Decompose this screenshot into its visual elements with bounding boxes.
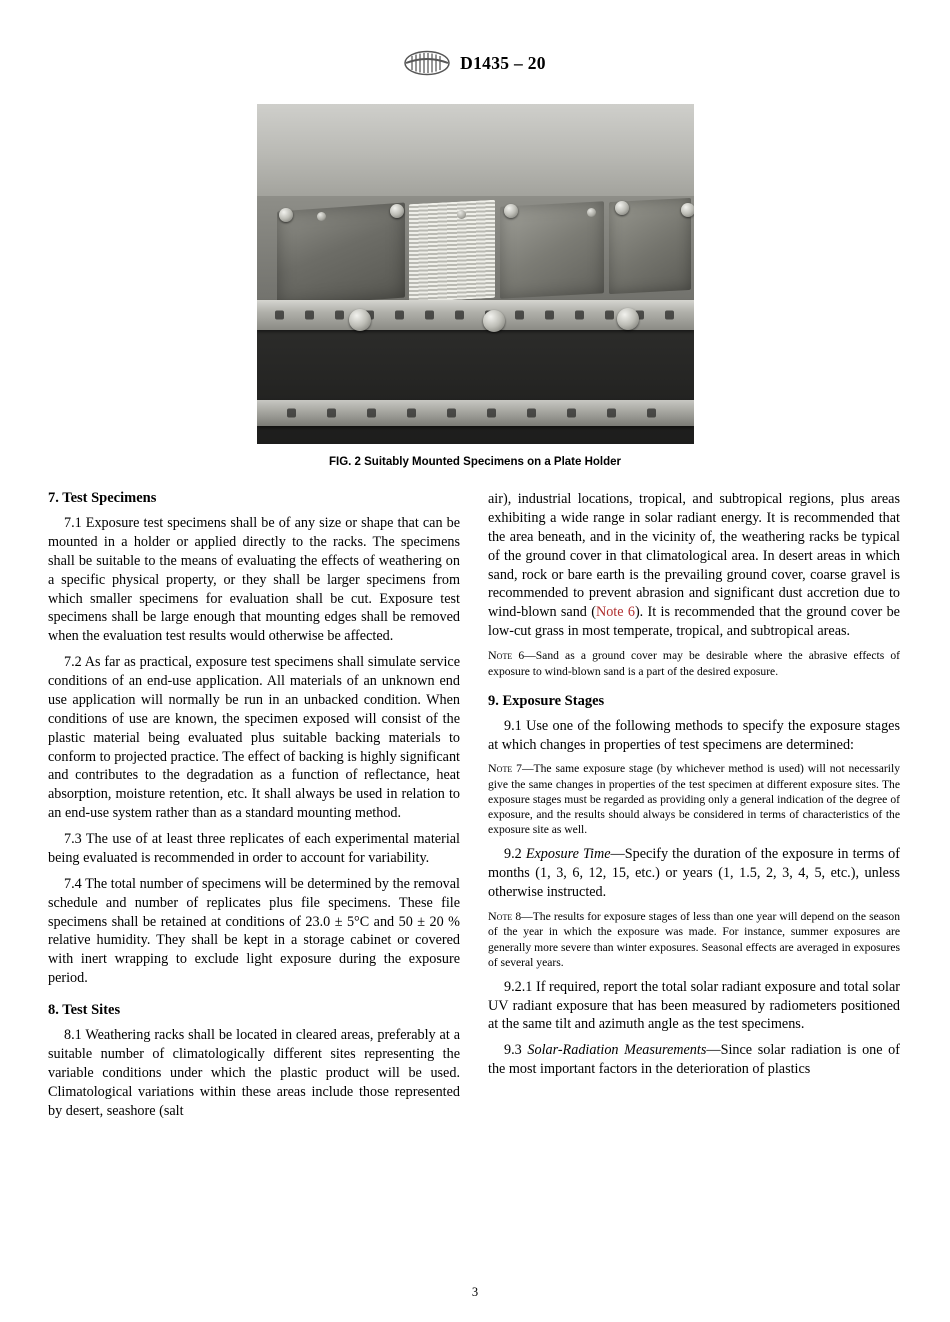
mounting-clamp <box>615 201 629 215</box>
note-8-label: Note <box>488 908 513 923</box>
paragraph-9-2-number: 9.2 <box>504 846 526 863</box>
note-7 <box>488 761 900 837</box>
figure-2 <box>0 104 950 468</box>
paragraph-8-1: 8.1 Weathering racks shall be located in cleared areas, preferably at a suitable number of climatologically different sites representing the variable conditions under which the plastic product will be used. Climatological variations within these areas include those represented by desert, seashore (salt <box>48 1027 460 1119</box>
mounting-clamp <box>617 308 639 330</box>
note-6-crossref-link[interactable]: Note 6 <box>595 604 635 621</box>
right-column <box>488 490 900 1127</box>
section-heading-test-sites: 8. Test Sites <box>48 1002 121 1018</box>
note-7-number: 7— <box>512 762 534 776</box>
note-6 <box>488 648 900 679</box>
paragraph-9-2-text: —Specify the duration of the exposure in terms of months (1, 3, 6, 12, 15, etc.) or years (1, 1.5, 2, 3, 4, 5, etc.), unless otherwise instructed. <box>488 846 901 900</box>
paragraph-7-4: 7.4 The total number of specimens will be determined by the removal schedule and number of replicates plus file specimens. These file specimens shall be retained at conditions of 23.0 ± 5°C and 50 ± 20 % relative humidity. They shall be kept in a storage cabinet or covered with inert wrapping to exclude light exposure during the exposure period. <box>48 875 460 987</box>
screw-icon <box>587 208 596 217</box>
astm-logo-icon <box>404 50 450 76</box>
note-8 <box>488 909 900 970</box>
document-designation: D1435 – 20 <box>460 52 546 73</box>
paragraph-7-3: 7.3 The use of at least three replicates of each experimental material being evaluated is recommended in order to account for variability. <box>48 831 460 866</box>
paragraph-9-3-number: 9.3 <box>504 1042 528 1059</box>
body-columns <box>48 490 902 1127</box>
note-7-label: Note <box>488 761 513 776</box>
mounting-clamp <box>681 203 694 217</box>
plate-holder-rail-lower <box>257 400 694 426</box>
figure-caption: FIG. 2 Suitably Mounted Specimens on a Plate Holder <box>328 456 622 468</box>
note-6-text: Sand as a ground cover may be desirable where the abrasive effects of exposure to wind-blown sand is a part of the desired exposure. <box>488 649 900 678</box>
paragraph-8-1-continued-text-a: air), industrial locations, tropical, and subtropical regions, plus areas exhibiting a wide range in solar radiant energy. It is recommended that the area beneath, and in the vicinity of, the weathering racks be typical of the ground cover in that climatological area. In desert areas in which sand, rock or bare earth is the prevailing ground cover, coarse gravel is recommended to prevent abrasion and significant dust accretion due to wind-blown sand ( <box>488 491 900 621</box>
paragraph-7-1: 7.1 Exposure test specimens shall be of any size or shape that can be mounted in a holder or applied directly to the racks. The specimens shall be suitable to the means of evaluating the effects of weathering on a specific physical property, or they shall be larger specimens from which smaller specimens for evaluation shall be cut. Exposure test specimens shall be large enough that mounting edges shall be removed when the evaluation test results would otherwise be affected. <box>48 515 460 645</box>
paragraph-9-2 <box>488 845 900 902</box>
page-number: 3 <box>471 1285 479 1299</box>
mounting-clamp <box>504 204 518 218</box>
specimen-panel <box>277 203 405 307</box>
document-header <box>0 50 950 76</box>
note-6-label: Note <box>488 648 513 662</box>
figure-image-specimens-on-plate-holder <box>257 104 694 444</box>
mounting-clamp <box>349 309 371 331</box>
left-column <box>48 490 460 1127</box>
mounting-clamp <box>279 208 293 222</box>
document-page <box>0 50 950 1322</box>
mounting-clamp <box>483 310 505 332</box>
paragraph-9-2-term: Exposure Time <box>525 846 611 863</box>
paragraph-9-2-1: 9.2.1 If required, report the total solar radiant exposure and total solar UV radiant exposure that has been measured by radiometers positioned at the same tilt and azimuth angle as the test specimens. <box>488 978 900 1033</box>
note-8-text: The results for exposure stages of less than one year will depend on the season of the year in which the exposure was made. For instance, summer exposures are generally more severe than winter exposures. Seasonal effects are averaged in exposures of several years. <box>488 909 900 969</box>
mounting-clamp <box>390 204 404 218</box>
section-heading-exposure-stages: 9. Exposure Stages <box>488 692 605 709</box>
paragraph-7-2: 7.2 As far as practical, exposure test specimens shall simulate service conditions of an end-use application. All materials of an unknown end use application will normally be run in an unbacked condition. When conditions of use are known, the specimen exposed will consist of the plastic material being evaluated plus suitable backing materials to conform to projected practice. The effect of backing is highly significant and contributes to the degradation as a function of reflectance, heat absorption, moisture retention, etc. It shall always be used in relation to an end-use system rather than as a standard mounting method. <box>48 654 460 822</box>
paragraph-8-1-continued-text-b: ). It is recommended that the ground cover be low-cut grass in most temperate, tropical, and subtropical areas. <box>488 604 900 640</box>
paragraph-9-3-term: Solar-Radiation Measurements <box>527 1042 707 1059</box>
paragraph-8-1-continued <box>488 490 900 641</box>
specimen-panel <box>409 200 495 303</box>
note-8-number: 8— <box>512 909 533 923</box>
note-6-number: 6— <box>512 649 536 662</box>
screw-icon <box>457 210 466 219</box>
screw-icon <box>317 212 326 221</box>
section-heading-test-specimens: 7. Test Specimens <box>48 490 157 506</box>
paragraph-9-1: 9.1 Use one of the following methods to specify the exposure stages at which changes in properties of test specimens are determined: <box>488 717 900 753</box>
paragraph-9-3 <box>488 1041 900 1079</box>
note-7-text: The same exposure stage (by whichever method is used) will not necessarily give the same changes in properties of the test specimen at different exposure sites. The exposure stages must be regarded as providing only a general indication of the degree of exposure, and the results should always be considered in terms of characteristics of the exposure site as well. <box>488 762 900 837</box>
paragraph-9-3-text: —Since solar radiation is one of the most important factors in the deterioration of plastics <box>488 1042 900 1078</box>
